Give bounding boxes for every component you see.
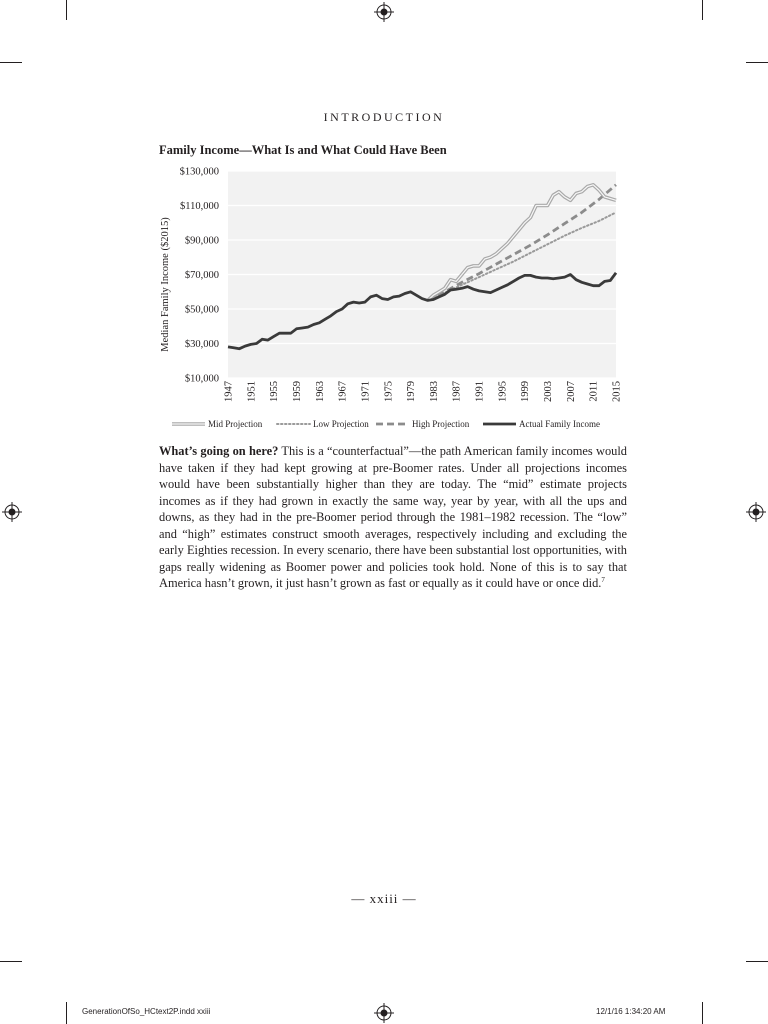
legend [172,419,600,429]
y-tick-label: $110,000 [180,201,219,212]
x-tick-label: 1999 [520,381,532,402]
y-tick-label: $30,000 [184,339,219,350]
registration-mark-right-icon [746,502,766,522]
registration-mark-bottom-icon [374,1003,394,1023]
lead-question: What’s going on here? [159,444,279,458]
running-head: INTRODUCTION [323,110,445,124]
footnote-reference: 7 [601,575,605,584]
slug-filename: GenerationOfSo_HCtext2P.indd xxiii [82,1007,211,1016]
y-axis-label: Median Family Income ($2015) [160,217,171,352]
x-tick-label: 1979 [406,381,418,402]
legend-label-mid-projection: Mid Projection [208,419,263,429]
slug-timestamp: 12/1/16 1:34:20 AM [596,1007,666,1016]
x-tick-label: 1975 [383,381,395,402]
registration-mark-left-icon [2,502,22,522]
crop-mark-top-left-h [0,62,22,63]
x-tick-label: 2015 [611,381,623,402]
crop-mark-bottom-left [66,1002,67,1024]
y-tick-label: $50,000 [184,304,219,316]
crop-mark-bottom-left-h [0,961,22,962]
x-tick-label: 1951 [246,381,258,402]
crop-mark-bottom-right-h [746,961,768,962]
registration-mark-top-icon [374,2,394,22]
x-tick-label: 1955 [269,381,281,402]
y-tick-label: $10,000 [184,373,219,385]
y-tick-label: $70,000 [184,270,219,281]
x-tick-label: 1967 [337,381,349,402]
legend-label-actual-family-income: Actual Family Income [519,419,600,429]
y-tick-label: $90,000 [184,235,219,247]
x-tick-labels [224,381,623,402]
crop-mark-top-right-h [746,62,768,63]
x-tick-label: 2003 [543,381,555,402]
x-tick-label: 1947 [223,381,235,402]
page-number: — xxiii — [351,891,417,906]
income-line-chart [150,160,630,440]
crop-mark-top-right [702,0,703,20]
legend-label-high-projection: High Projection [412,419,470,429]
legend-label-low-projection: Low Projection [313,419,369,429]
body-paragraph [159,443,627,592]
x-tick-label: 1971 [360,381,372,402]
x-tick-label: 1987 [451,381,463,402]
crop-mark-bottom-right [702,1002,703,1024]
crop-mark-top-left [66,0,67,20]
x-tick-label: 2011 [588,381,600,402]
y-tick-labels [180,167,219,385]
x-tick-label: 1995 [497,381,509,402]
x-tick-label: 1983 [428,381,440,402]
paragraph-text: This is a “counterfactual”—the path American family incomes would have taken if they had kept growing at pre-Boomer rates. Under all projections incomes would have been substantially higher than they are today. The “mid” estimate projects incomes as if they had grown in exactly the same way, year by year, with all the ups and downs, as they had in the pre-Boomer period through the 1981–1982 recession. The “low” and “high” estimates construct smooth averages, respectively including and excluding the early Eighties recession. In every scenario, there have been substantial lost opportunities, with gaps really widening as Boomer power and policies took hold. None of this is to say that America hasn’t grown, it just hasn’t grown as fast or equally as it could have or once did. [159,444,627,590]
x-tick-label: 2007 [565,381,577,402]
x-tick-label: 1963 [314,381,326,402]
x-tick-label: 1991 [474,381,486,402]
chart-title: Family Income—What Is and What Could Have Been [159,143,447,157]
y-tick-label: $130,000 [179,166,219,178]
x-tick-label: 1959 [291,381,303,402]
